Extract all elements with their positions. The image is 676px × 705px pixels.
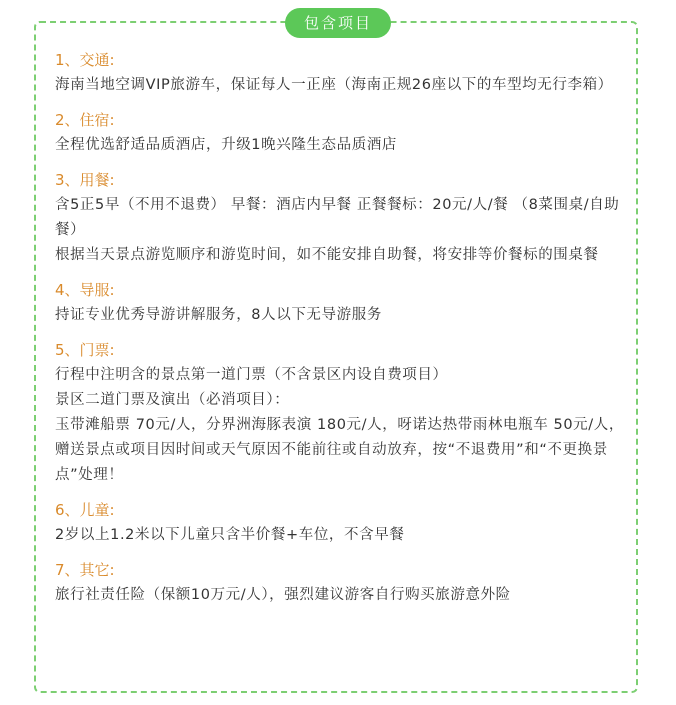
section-meals (55, 168, 625, 268)
section-text: 行程中注明含的景点第一道门票（不含景区内设自费项目） (55, 367, 448, 383)
section-heading: 4、导服: (55, 281, 115, 299)
section-title-badge: 包含项目 (285, 8, 391, 38)
section-text: 2岁以上1.2米以下儿童只含半价餐+车位，不含早餐 (55, 527, 405, 543)
section-text: 全程优选舒适品质酒店，升级1晚兴隆生态品质酒店 (55, 137, 398, 153)
section-children (55, 498, 625, 548)
section-text: 玉带滩船票 70元/人，分界洲海豚表演 180元/人，呀诺达热带雨林电瓶车 50元/人， (55, 417, 624, 433)
section-text: 赠送景点或项目因时间或天气原因不能前往或自动放弃，按“不退费用”和“不更换景点”处理！ (55, 442, 608, 483)
section-heading: 5、门票: (55, 341, 115, 359)
section-tickets (55, 338, 625, 488)
section-text: 持证专业优秀导游讲解服务，8人以下无导游服务 (55, 307, 382, 323)
section-heading: 2、住宿: (55, 111, 115, 129)
section-transport (55, 48, 625, 98)
section-text: 含5正5早（不用不退费） 早餐：酒店内早餐 正餐餐标：20元/人/餐 （8菜围桌/自助餐） (55, 197, 620, 238)
section-accommodation (55, 108, 625, 158)
section-heading: 3、用餐: (55, 171, 115, 189)
section-heading: 7、其它: (55, 561, 115, 579)
section-heading: 1、交通: (55, 51, 115, 69)
section-guide-service (55, 278, 625, 328)
section-other (55, 558, 625, 608)
section-text: 根据当天景点游览顺序和游览时间，如不能安排自助餐，将安排等价餐标的围桌餐 (55, 247, 599, 263)
included-items-list (55, 48, 625, 608)
section-text: 旅行社责任险（保额10万元/人），强烈建议游客自行购买旅游意外险 (55, 587, 511, 603)
section-text: 景区二道门票及演出（必消项目）： (55, 392, 290, 408)
section-text: 海南当地空调VIP旅游车，保证每人一正座（海南正规26座以下的车型均无行李箱） (55, 77, 613, 93)
section-heading: 6、儿童: (55, 501, 115, 519)
